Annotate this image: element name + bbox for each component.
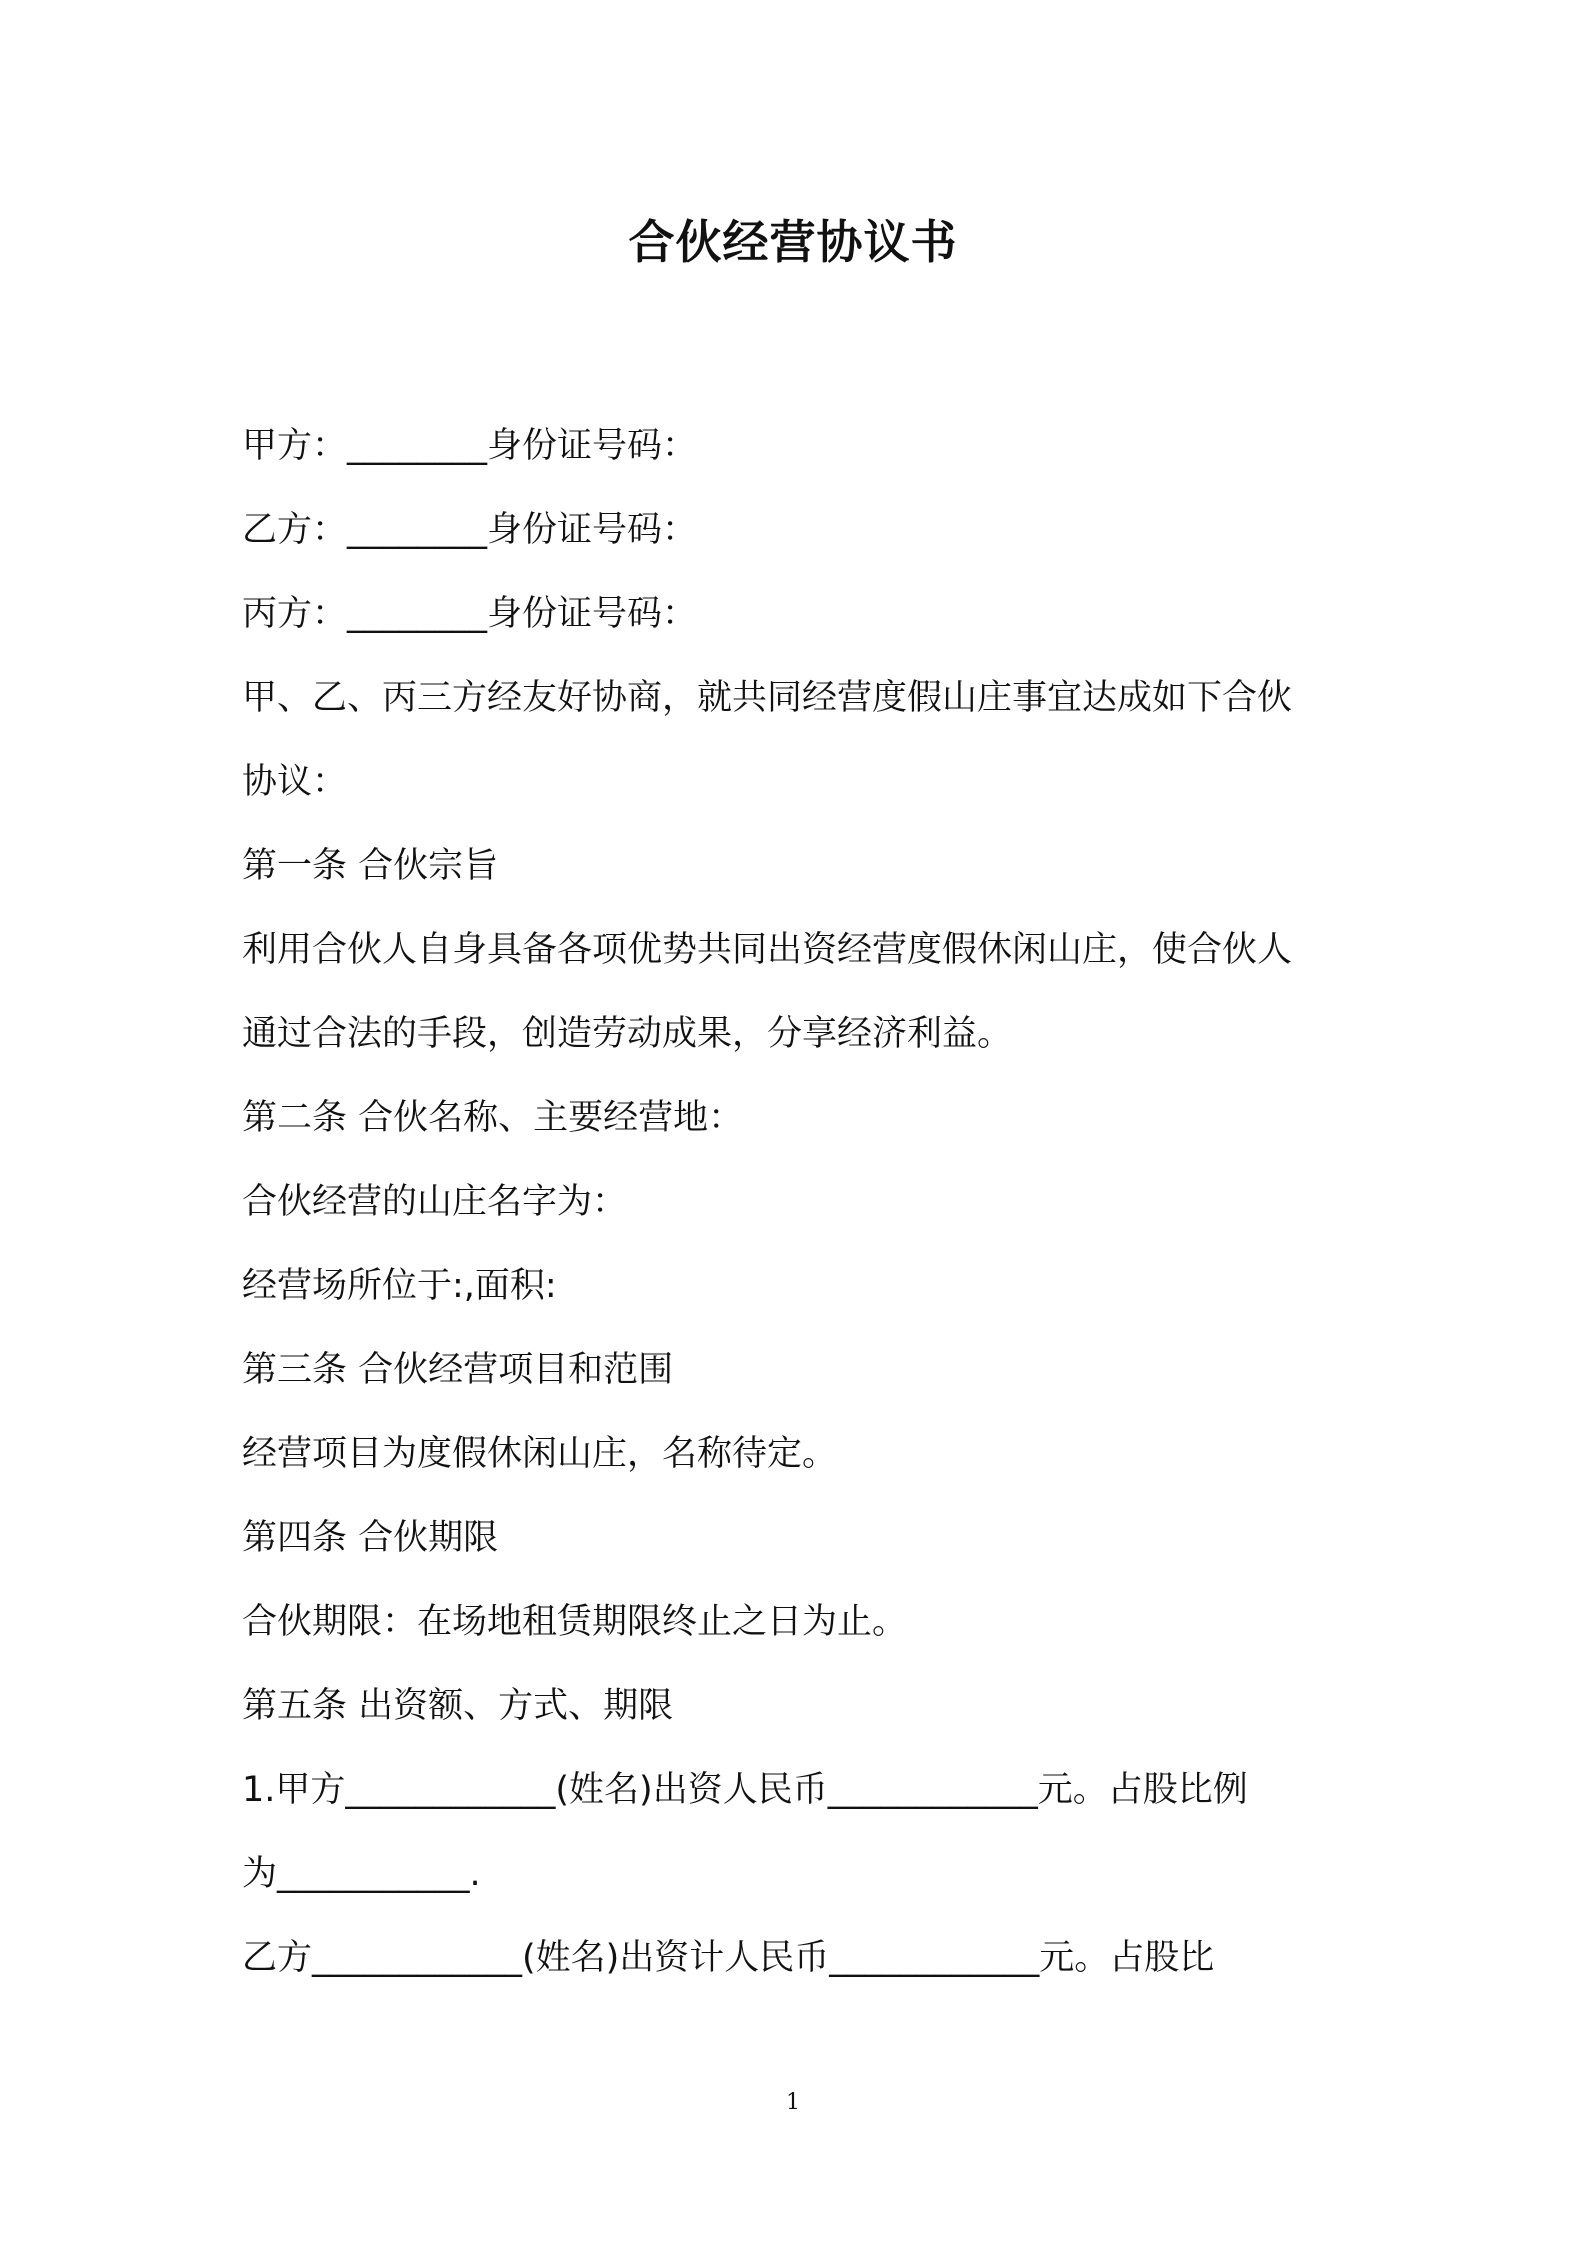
- article-5-party-a-line-1: 1.甲方____________(姓名)出资人民币____________元。占股比例: [242, 1770, 1248, 1810]
- document-body: [242, 404, 1372, 2000]
- preamble-line-1: 甲、乙、丙三方经友好协商，就共同经营度假山庄事宜达成如下合伙: [242, 678, 1293, 718]
- document-title: 合伙经营协议书: [628, 215, 958, 269]
- article-2-location-line: 经营场所位于:,面积:: [242, 1266, 557, 1306]
- article-4-text: 合伙期限：在场地租赁期限终止之日为止。: [242, 1602, 908, 1642]
- article-2-heading: 第二条 合伙名称、主要经营地：: [242, 1098, 744, 1138]
- article-3-heading: 第三条 合伙经营项目和范围: [242, 1350, 674, 1390]
- article-5-heading: 第五条 出资额、方式、期限: [242, 1686, 674, 1726]
- article-2-name-line: 合伙经营的山庄名字为：: [242, 1182, 628, 1222]
- party-a-line: 甲方：________身份证号码：: [242, 426, 698, 466]
- article-5-party-a-line-2: 为___________.: [242, 1854, 481, 1894]
- article-5-party-b-line: 乙方____________(姓名)出资计人民币____________元。占股比: [242, 1938, 1215, 1978]
- article-1-heading: 第一条 合伙宗旨: [242, 846, 499, 886]
- page-number: 1: [786, 2090, 800, 2115]
- party-b-line: 乙方：________身份证号码：: [242, 510, 698, 550]
- article-1-text-line-2: 通过合法的手段，创造劳动成果，分享经济利益。: [242, 1014, 1013, 1054]
- party-c-line: 丙方：________身份证号码：: [242, 594, 698, 634]
- article-4-heading: 第四条 合伙期限: [242, 1518, 499, 1558]
- article-1-text-line-1: 利用合伙人自身具备各项优势共同出资经营度假休闲山庄，使合伙人: [242, 930, 1293, 970]
- preamble-line-2: 协议：: [242, 762, 348, 802]
- article-3-text: 经营项目为度假休闲山庄，名称待定。: [242, 1434, 838, 1474]
